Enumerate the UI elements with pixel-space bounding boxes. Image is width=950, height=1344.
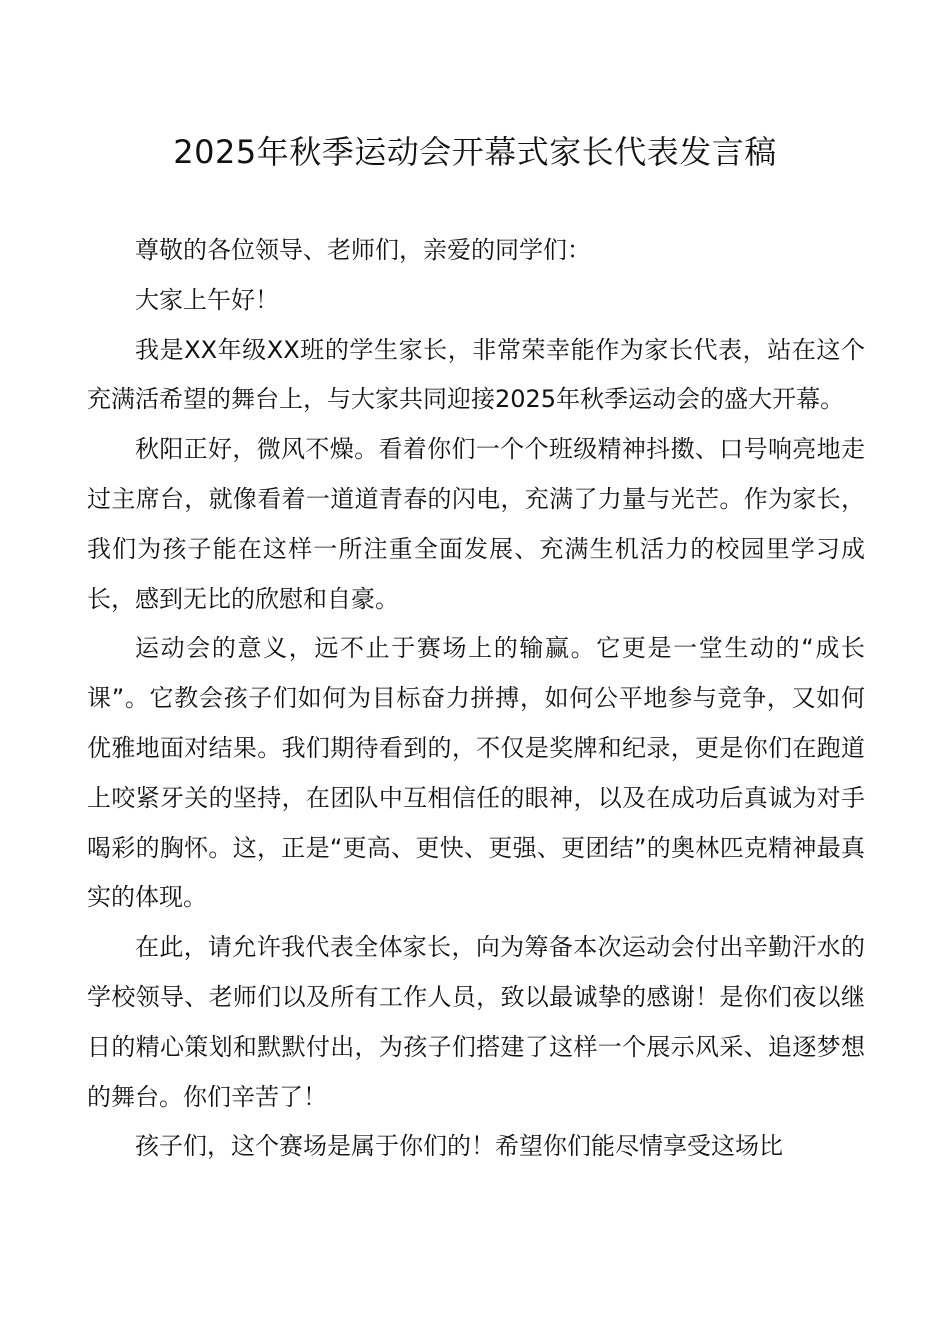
scene-paragraph: 秋阳正好，微风不燥。看着你们一个个班级精神抖擞、口号响亮地走过主席台，就像看着一道道青春的闪电，充满了力量与光芒。作为家长，我们为孩子能在这样一所注重全面发展、充满生机活力的校园里学习成长，感到无比的欣慰和自豪。 [87, 435, 865, 613]
greeting-paragraph: 大家上午好！ [135, 285, 279, 314]
introduction-paragraph: 我是XX年级XX班的学生家长，非常荣幸能作为家长代表，站在这个充满活希望的舞台上，与大家共同迎接2025年秋季运动会的盛大开幕。 [87, 335, 865, 414]
meaning-paragraph: 运动会的意义，远不止于赛场上的输赢。它更是一堂生动的“成长课”。它教会孩子们如何为目标奋力拼搏，如何公平地参与竞争，又如何优雅地面对结果。我们期待看到的，不仅是奖牌和纪录，更是你们在跑道上咬紧牙关的坚持，在团队中互相信任的眼神，以及在成功后真诚为对手喝彩的胸怀。这，正是“更高、更快、更强、更团结”的奥林匹克精神最真实的体现。 [87, 634, 865, 912]
closing-paragraph: 孩子们，这个赛场是属于你们的！希望你们能尽情享受这场比 [135, 1132, 783, 1161]
document-body [87, 226, 865, 1172]
thanks-paragraph: 在此，请允许我代表全体家长，向为筹备本次运动会付出辛勤汗水的学校领导、老师们以及所有工作人员，致以最诚挚的感谢！是你们夜以继日的精心策划和默默付出，为孩子们搭建了这样一个展示风采、追逐梦想的舞台。你们辛苦了！ [87, 933, 865, 1111]
document-title: 2025年秋季运动会开幕式家长代表发言稿 [173, 133, 777, 171]
salutation-paragraph: 尊敬的各位领导、老师们，亲爱的同学们： [135, 236, 591, 264]
